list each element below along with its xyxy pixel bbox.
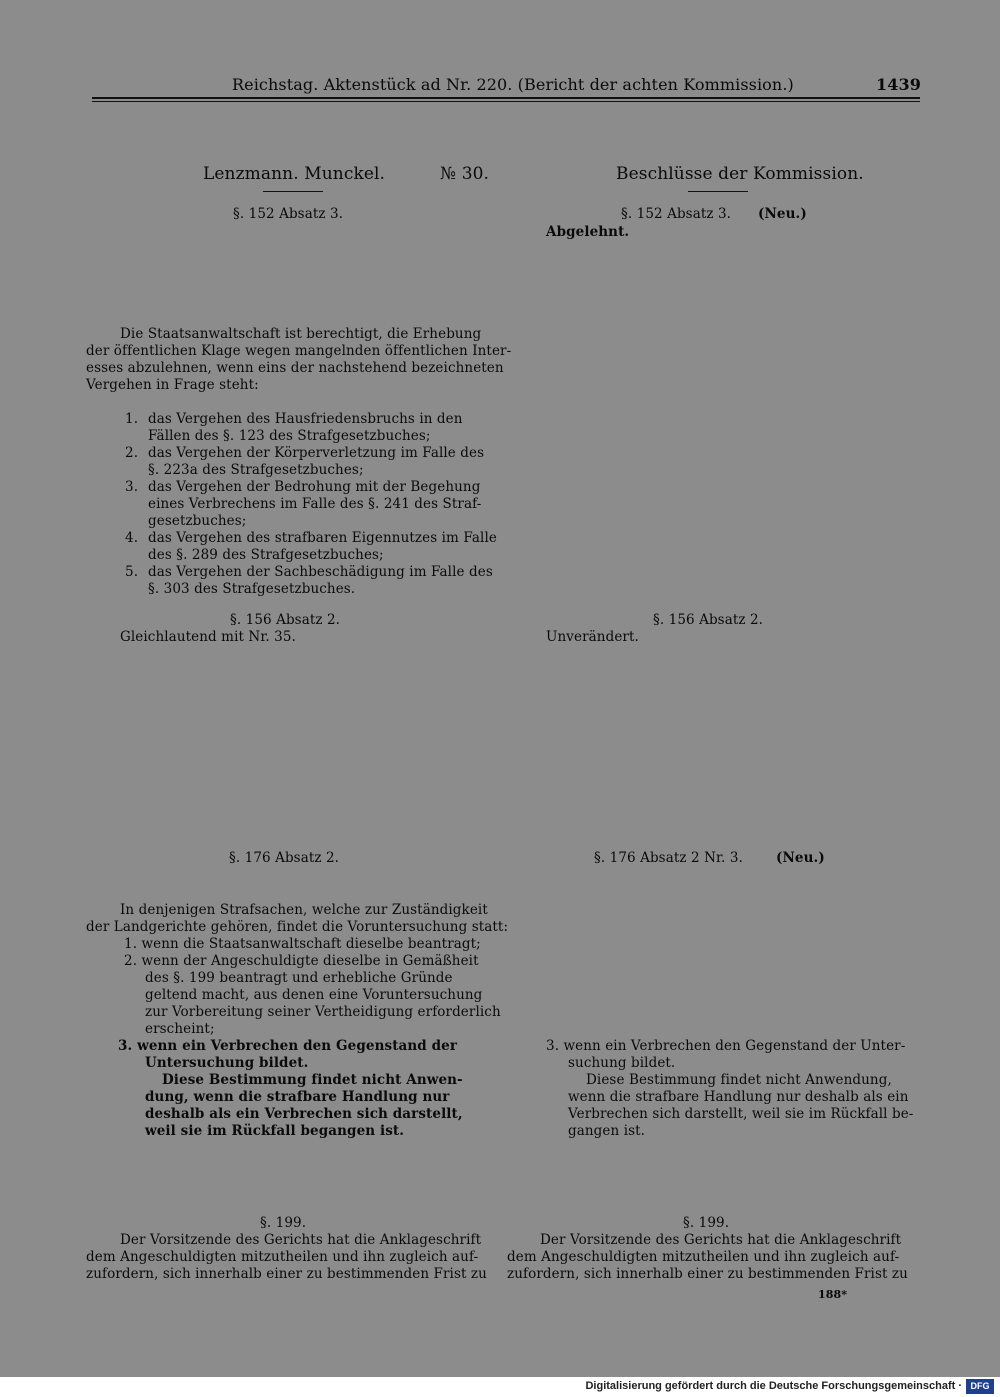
right-s176-line-1: suchung bildet. <box>568 1055 676 1071</box>
left-s199-line-2: zufordern, sich innerhalb einer zu bestimmenden Frist zu <box>86 1266 487 1282</box>
left-s176-bold-1: Untersuchung bildet. <box>145 1055 309 1071</box>
item-text: das Vergehen des strafbaren Eigennutzes im Falle <box>148 530 497 546</box>
footer-credit: Digitalisierung gefördert durch die Deutsche Forschungsgemeinschaft · <box>585 1380 962 1392</box>
right-s176-line-0: 3. wenn ein Verbrechen den Gegenstand der Unter- <box>546 1038 906 1054</box>
running-title: Reichstag. Aktenstück ad Nr. 220. (Bericht der achten Kommission.) <box>232 75 794 94</box>
item-text: §. 303 des Strafgesetzbuches. <box>148 581 356 597</box>
item-text: gesetzbuches; <box>148 513 247 529</box>
item-text: das Vergehen der Bedrohung mit der Begehung <box>148 479 481 495</box>
left-divider <box>263 191 323 192</box>
left-s176-line-4: des §. 199 beantragt und erhebliche Gründe <box>145 970 453 986</box>
left-s176-line-1: der Landgerichte gehören, findet die Voruntersuchung statt: <box>86 919 509 935</box>
right-s156-text: Unverändert. <box>546 629 639 645</box>
right-s176-heading: §. 176 Absatz 2 Nr. 3. <box>594 850 743 866</box>
commission-title: Beschlüsse der Kommission. <box>616 164 864 184</box>
right-s199-heading: §. 199. <box>683 1215 730 1231</box>
left-s199-heading: §. 199. <box>260 1215 307 1231</box>
item-num: 1. <box>125 411 139 427</box>
footer-bar <box>0 1377 1000 1397</box>
right-divider <box>688 191 748 192</box>
right-s176-line-5: gangen ist. <box>568 1123 646 1139</box>
left-s176-bold-2: Diese Bestimmung findet nicht Anwen- <box>162 1072 463 1088</box>
left-s176-line-7: erscheint; <box>145 1021 215 1037</box>
left-s176-bold-3: dung, wenn die strafbare Handlung nur <box>145 1089 450 1105</box>
right-s176-line-4: Verbrechen sich darstellt, weil sie im Rückfall be- <box>568 1106 914 1122</box>
item-num: 2. <box>125 445 139 461</box>
right-s199-line-0: Der Vorsitzende des Gerichts hat die Anklageschrift <box>540 1232 902 1248</box>
right-s176-line-2: Diese Bestimmung findet nicht Anwendung, <box>586 1072 892 1088</box>
left-s152-heading: §. 152 Absatz 3. <box>233 206 344 222</box>
item-text: Fällen des §. 123 des Strafgesetzbuches; <box>148 428 431 444</box>
left-s176-line-3: 2. wenn der Angeschuldigte dieselbe in Gemäßheit <box>124 953 479 969</box>
left-s152-line-0: Die Staatsanwaltschaft ist berechtigt, die Erhebung <box>120 326 482 342</box>
left-s176-bold-4: deshalb als ein Verbrechen sich darstellt, <box>145 1106 463 1122</box>
left-s152-line-3: Vergehen in Frage steht: <box>86 377 259 393</box>
right-s176-tag: (Neu.) <box>776 850 825 866</box>
right-s152-heading: §. 152 Absatz 3. <box>621 206 732 222</box>
dfg-logo: DFG <box>966 1379 994 1394</box>
item-text: das Vergehen der Körperverletzung im Falle des <box>148 445 485 461</box>
item-text: das Vergehen der Sachbeschädigung im Falle des <box>148 564 493 580</box>
item-text: das Vergehen des Hausfriedensbruchs in den <box>148 411 463 427</box>
header-rule-thin <box>92 101 920 102</box>
motion-number: № 30. <box>440 164 490 184</box>
left-s176-heading: §. 176 Absatz 2. <box>229 850 340 866</box>
page-number: 1439 <box>876 75 921 94</box>
item-text: eines Verbrechens im Falle des §. 241 des Straf- <box>148 496 482 512</box>
left-s156-text: Gleichlautend mit Nr. 35. <box>120 629 296 645</box>
right-s199-line-1: dem Angeschuldigten mitzutheilen und ihn zugleich auf- <box>507 1249 900 1265</box>
header-rule <box>92 97 920 99</box>
right-s176-line-3: wenn die strafbare Handlung nur deshalb als ein <box>568 1089 909 1105</box>
left-s156-heading: §. 156 Absatz 2. <box>230 612 341 628</box>
left-s176-bold-5: weil sie im Rückfall begangen ist. <box>145 1123 405 1139</box>
left-s176-bold-0: 3. wenn ein Verbrechen den Gegenstand der <box>118 1038 458 1054</box>
signature-mark: 188* <box>818 1288 848 1301</box>
right-s156-heading: §. 156 Absatz 2. <box>653 612 764 628</box>
left-s176-line-6: zur Vorbereitung seiner Vertheidigung erforderlich <box>145 1004 501 1020</box>
left-s152-line-2: esses abzulehnen, wenn eins der nachstehend bezeichneten <box>86 360 504 376</box>
right-s152-tag: (Neu.) <box>758 206 807 222</box>
item-num: 3. <box>125 479 139 495</box>
left-s152-line-1: der öffentlichen Klage wegen mangelnden öffentlichen Inter- <box>86 343 512 359</box>
right-s152-text: Abgelehnt. <box>546 224 630 240</box>
item-text: des §. 289 des Strafgesetzbuches; <box>148 547 384 563</box>
authors: Lenzmann. Munckel. <box>203 164 386 184</box>
left-s176-line-5: geltend macht, aus denen eine Voruntersuchung <box>145 987 483 1003</box>
left-s176-line-2: 1. wenn die Staatsanwaltschaft dieselbe beantragt; <box>124 936 481 952</box>
item-num: 4. <box>125 530 139 546</box>
left-s176-line-0: In denjenigen Strafsachen, welche zur Zuständigkeit <box>120 902 488 918</box>
left-s199-line-0: Der Vorsitzende des Gerichts hat die Anklageschrift <box>120 1232 482 1248</box>
right-s199-line-2: zufordern, sich innerhalb einer zu bestimmenden Frist zu <box>507 1266 908 1282</box>
item-num: 5. <box>125 564 139 580</box>
item-text: §. 223a des Strafgesetzbuches; <box>148 462 364 478</box>
left-s199-line-1: dem Angeschuldigten mitzutheilen und ihn zugleich auf- <box>86 1249 479 1265</box>
